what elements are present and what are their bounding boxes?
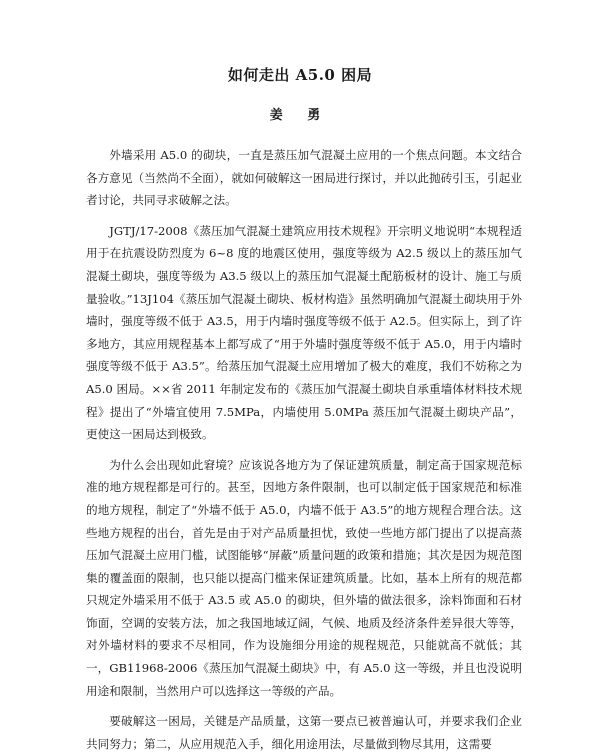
article-body [86,144,522,755]
article-author: 姜 勇 [269,108,331,123]
paragraph-solution: 要破解这一困局，关键是产品质量，这第一要点已被普遍认可，并要求我们企业共同努力；第二，从应用规范入手，细化用途用法，尽量做到物尽其用，这需要 [86,714,522,751]
article-title: 如何走出 A5.0 困局 [227,66,373,84]
paragraph-causes: 为什么会出现如此窘境？应该说各地方为了保证建筑质量，制定高于国家规范标准的地方规程都是可行的。甚至，因地方条件限制，也可以制定低于国家规范和标准的地方规程，制定了“外墙不低于 A5.0，内墙不低于 A3.5”的地方规程合理合法。这些地方规程的出台，首先是由于对产品质量担忧，致使一些地方部门提出了以提高蒸压加气混凝土应用门槛，试图能够“屏蔽”质量问题的政策和措施；其次是因为规范图集的覆盖面的限制，也只能以提高门槛来保证建筑质量。比如，基本上所有的规范都只规定外墙采用不低于 A3.5 或 A5.0 的砌块，但外墙的做法很多，涂料饰面和石材饰面，空调的安装方法，加之我国地域辽阔，气候、地质及经济条件差异很大等等，对外墙材料的要求不尽相同，作为设施细分用途的规程规范，只能就高不就低；其一，GB11968-2006《蒸压加气混凝土砌块》中，有 A5.0 这一等级，并且也没说明用途和限制，当然用户可以选择这一等级的产品。 [86,457,522,698]
paragraph-intro: 外墙采用 A5.0 的砌块，一直是蒸压加气混凝土应用的一个焦点问题。本文结合各方意见（当然尚不全面），就如何破解这一困局进行探讨，并以此抛砖引玉，引起业者讨论，共同寻求破解之法。 [86,148,522,208]
paragraph-standards: JGTJ/17-2008《蒸压加气混凝土建筑应用技术规程》开宗明义地说明“本规程适用于在抗震设防烈度为 6~8 度的地震区使用，强度等级为 A2.5 级以上的蒸压加气混凝土砌块，强度等级为 A3.5 级以上的蒸压加气混凝土配筋板材的设计、施工与质量验收。”13J104《蒸压加气混凝土砌块、板材构造》虽然明确加气混凝土砌块用于外墙时，强度等级不低于 A3.5，用于内墙时强度等级不低于 A2.5。但实际上，到了许多地方，其应用规程基本上都写成了“用于外墙时强度等级不低于 A5.0，用于内墙时强度等级不低于 A3.5”。给蒸压加气混凝土应用增加了极大的难度，我们不妨称之为 A5.0 困局。××省 2011 年制定发布的《蒸压加气混凝土砌块自承重墙体材料技术规程》提出了“外墙宜使用 7.5MPa，内墙使用 5.0MPa 蒸压加气混凝土砌块产品”，更使这一困局达到极致。 [86,223,522,442]
